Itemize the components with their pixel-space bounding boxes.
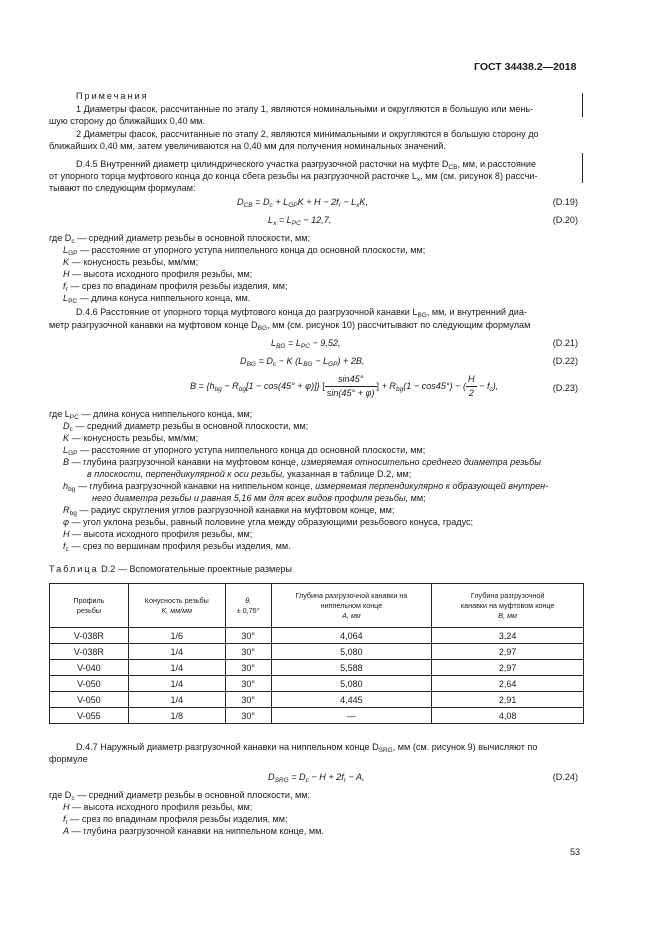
d45-line-3: тывают по следующим формулам: [49, 183, 196, 193]
table-row [50, 660, 584, 676]
standard-header: ГОСТ 34438.2—2018 [474, 61, 577, 73]
equation-d19: $D_{CB} = D_c + L_{GP}K + H - 2f_r - L_xK$, [237, 197, 369, 209]
equation-number-d22: (D.22) [552, 356, 578, 366]
table-caption: Таблица D.2 — Вспомогательные проектные размеры [49, 564, 292, 574]
cell: 4,445 [271, 692, 432, 708]
equation-number-d19: (D.19) [552, 197, 578, 207]
where-list-2-item: $R_{bg}$ — радиус скругления углов разгрузочной канавки на муфтовом конце, мм; [63, 505, 395, 517]
cell: 2,97 [432, 660, 584, 676]
cell: 1/4 [128, 660, 225, 676]
cell: 4,064 [271, 628, 432, 644]
where-list-1-item: $f_r$ — срез по впадинам профиля резьбы изделия, мм; [63, 281, 288, 293]
where-list-2-item: φ — угол уклона резьбы, равный половине угла между образующими резьбового конуса, градус; [63, 517, 474, 527]
cell: V-040 [50, 660, 129, 676]
note-1-line-2: шую сторону до ближайших 0,40 мм. [49, 116, 206, 126]
cell: V-055 [50, 708, 129, 724]
cell: 30° [225, 660, 271, 676]
equation-d21: $L_{BG} = L_{PC} - 9,52$, [271, 338, 341, 350]
where-list-3-item: H — высота исходного профиля резьбы, мм; [63, 802, 253, 812]
cell: — [271, 708, 432, 724]
fraction-sin: $\frac{\sin 45^\circ}{\sin(45^\circ + \varphi)}$ [326, 374, 375, 398]
table-d2 [49, 583, 584, 724]
cell: 30° [225, 628, 271, 644]
table-row [50, 708, 584, 724]
where-list-3-item: A — глубина разгрузочной канавки на ниппельном конце, мм. [63, 826, 324, 836]
cell: 1/6 [128, 628, 225, 644]
col-header-profile: Профиль резьбы [50, 584, 129, 628]
where-list-2-item: $D_c$ — средний диаметр резьбы в основной плоскости, мм; [63, 421, 309, 433]
equation-d23: $B = \{h_{bg} - R_{bg}[1 - \cos(45^\circ + \varphi)]\}$ [ $\frac{\sin 45^\circ}{\sin(45^\circ + \varphi)}$ ] + $R_{bg}(1 - \cos 45^\circ)$ − ( $\frac{H}{2}$ − $f_c$), [190, 374, 499, 398]
d45-line-2: от упорного торца муфтового конца до конца сбега резьбы на разгрузочной расточке $L_x$, мм (см. рисунок 8) рассчи- [49, 171, 538, 183]
where-list-2: где $L_{PC}$ — длина конуса ниппельного конца, мм; [49, 409, 253, 421]
where-list-3: где $D_c$ — средний диаметр резьбы в основной плоскости, мм; [49, 790, 311, 802]
d46-line-2: метр разгрузочной канавки на муфтовом конце $D_{BG}$, мм (см. рисунок 10) рассчитывают по следующим формулам [49, 320, 531, 332]
where-list-2-item: B — глубина разгрузочной канавки на муфтовом конце, измеряемая относительно среднего диаметра резьбы [63, 457, 541, 467]
cell: 1/4 [128, 692, 225, 708]
cell: 3,24 [432, 628, 584, 644]
note-2-line-2: ближайших 0,40 мм, затем увеличиваются на 0,40 мм для получения номинальных значений. [49, 141, 446, 151]
cell: V-050 [50, 692, 129, 708]
cell: V-050 [50, 676, 129, 692]
equation-number-d20: (D.20) [552, 215, 578, 225]
where-list-3-item: $f_r$ — срез по впадинам профиля резьбы изделия, мм; [63, 814, 288, 826]
cell: 5,080 [271, 644, 432, 660]
table-row [50, 676, 584, 692]
cell: V-038R [50, 628, 129, 644]
equation-number-d23: (D.23) [552, 383, 578, 393]
table-header-row [50, 584, 584, 628]
cell: 2,91 [432, 692, 584, 708]
equation-d24: $D_{SRG} = D_c - H + 2f_r - A$, [268, 772, 365, 784]
where-list-2-item-cont: него диаметра резьбы и равная 5,16 мм для всех видов профиля резьбы, мм; [92, 493, 426, 503]
cell: 2,97 [432, 644, 584, 660]
d47-line-2: формуле [49, 754, 88, 764]
where-list-2-item: $L_{GP}$ — расстояние от упорного уступа ниппельного конца до основной плоскости, мм; [63, 445, 426, 457]
col-header-depth-a: Глубина разгрузочной канавки на ниппельном конце A, мм [271, 584, 432, 628]
table-row [50, 628, 584, 644]
where-list-1-item: H — высота исходного профиля резьбы, мм; [63, 269, 253, 279]
cell: V-038R [50, 644, 129, 660]
equation-d22: $D_{BG} = D_c - K$ $(L_{BG} - L_{GP}) + 2B$, [240, 356, 365, 368]
change-bar [582, 93, 583, 117]
cell: 1/4 [128, 644, 225, 660]
cell: 2,64 [432, 676, 584, 692]
col-header-theta: θ, ± 0,75° [225, 584, 271, 628]
fraction-h-half: $\frac{H}{2}$ [468, 374, 475, 398]
col-header-taper: Конусность резьбы K, мм/мм [128, 584, 225, 628]
where-list-2-item: $h_{bg}$ — глубина разгрузочной канавки на ниппельном конце, измеряемая перпендикулярно к образующей внутрен- [63, 481, 549, 493]
where-list-1-item: $L_{GP}$ — расстояние от упорного уступа ниппельного конца до основной плоскости, мм; [63, 245, 426, 257]
equation-d20: $L_x = L_{PC} - 12,7$, [268, 215, 332, 227]
where-list-2-item: $f_c$ — срез по вершинам профиля резьбы изделия, мм. [63, 541, 291, 553]
change-bar [582, 153, 583, 183]
cell: 4,08 [432, 708, 584, 724]
where-list-2-item: K — конусность резьбы, мм/мм; [63, 433, 199, 443]
cell: 30° [225, 708, 271, 724]
notes-title: Примечания [76, 91, 149, 101]
where-list-2-item: H — высота исходного профиля резьбы, мм; [63, 529, 253, 539]
note-2-line-1: 2 Диаметры фасок, рассчитанные по этапу 2, являются минимальными и округляются в большую сторону до [76, 129, 539, 139]
where-list-1: где $D_c$ — средний диаметр резьбы в основной плоскости, мм; [49, 233, 311, 245]
d45-line-1: D.4.5 Внутренний диаметр цилиндрического участка разгрузочной расточки на муфте $D_{CB}$, мм, и расстояние [76, 159, 537, 171]
d47-line-1: D.4.7 Наружный диаметр разгрузочной канавки на ниппельном конце $D_{SRG}$, мм (см. рисунок 9) вычисляют по [76, 742, 538, 754]
cell: 30° [225, 692, 271, 708]
cell: 5,588 [271, 660, 432, 676]
where-list-1-item: $L_{PC}$ — длина конуса ниппельного конца, мм. [63, 293, 251, 305]
cell: 1/4 [128, 676, 225, 692]
where-list-1-item: K — конусность резьбы, мм/мм; [63, 257, 199, 267]
table-row [50, 692, 584, 708]
page-number: 53 [570, 847, 581, 857]
note-1-line-1: 1 Диаметры фасок, рассчитанные по этапу 1, являются номинальными и округляются в большую или мень- [76, 104, 534, 114]
table-row [50, 644, 584, 660]
cell: 1/8 [128, 708, 225, 724]
equation-number-d21: (D.21) [552, 338, 578, 348]
d46-line-1: D.4.6 Расстояние от упорного торца муфтового конца до разгрузочной канавки $L_{BG}$, мм, и внутренний диа- [76, 307, 527, 319]
cell: 5,080 [271, 676, 432, 692]
equation-number-d24: (D.24) [552, 772, 578, 782]
cell: 30° [225, 644, 271, 660]
where-list-2-item-cont: в плоскости, перпендикулярной к оси резьбы, указанная в таблице D.2, мм; [87, 469, 412, 479]
col-header-depth-b: Глубина разгрузочной канавки на муфтовом конце B, мм [432, 584, 584, 628]
cell: 30° [225, 676, 271, 692]
